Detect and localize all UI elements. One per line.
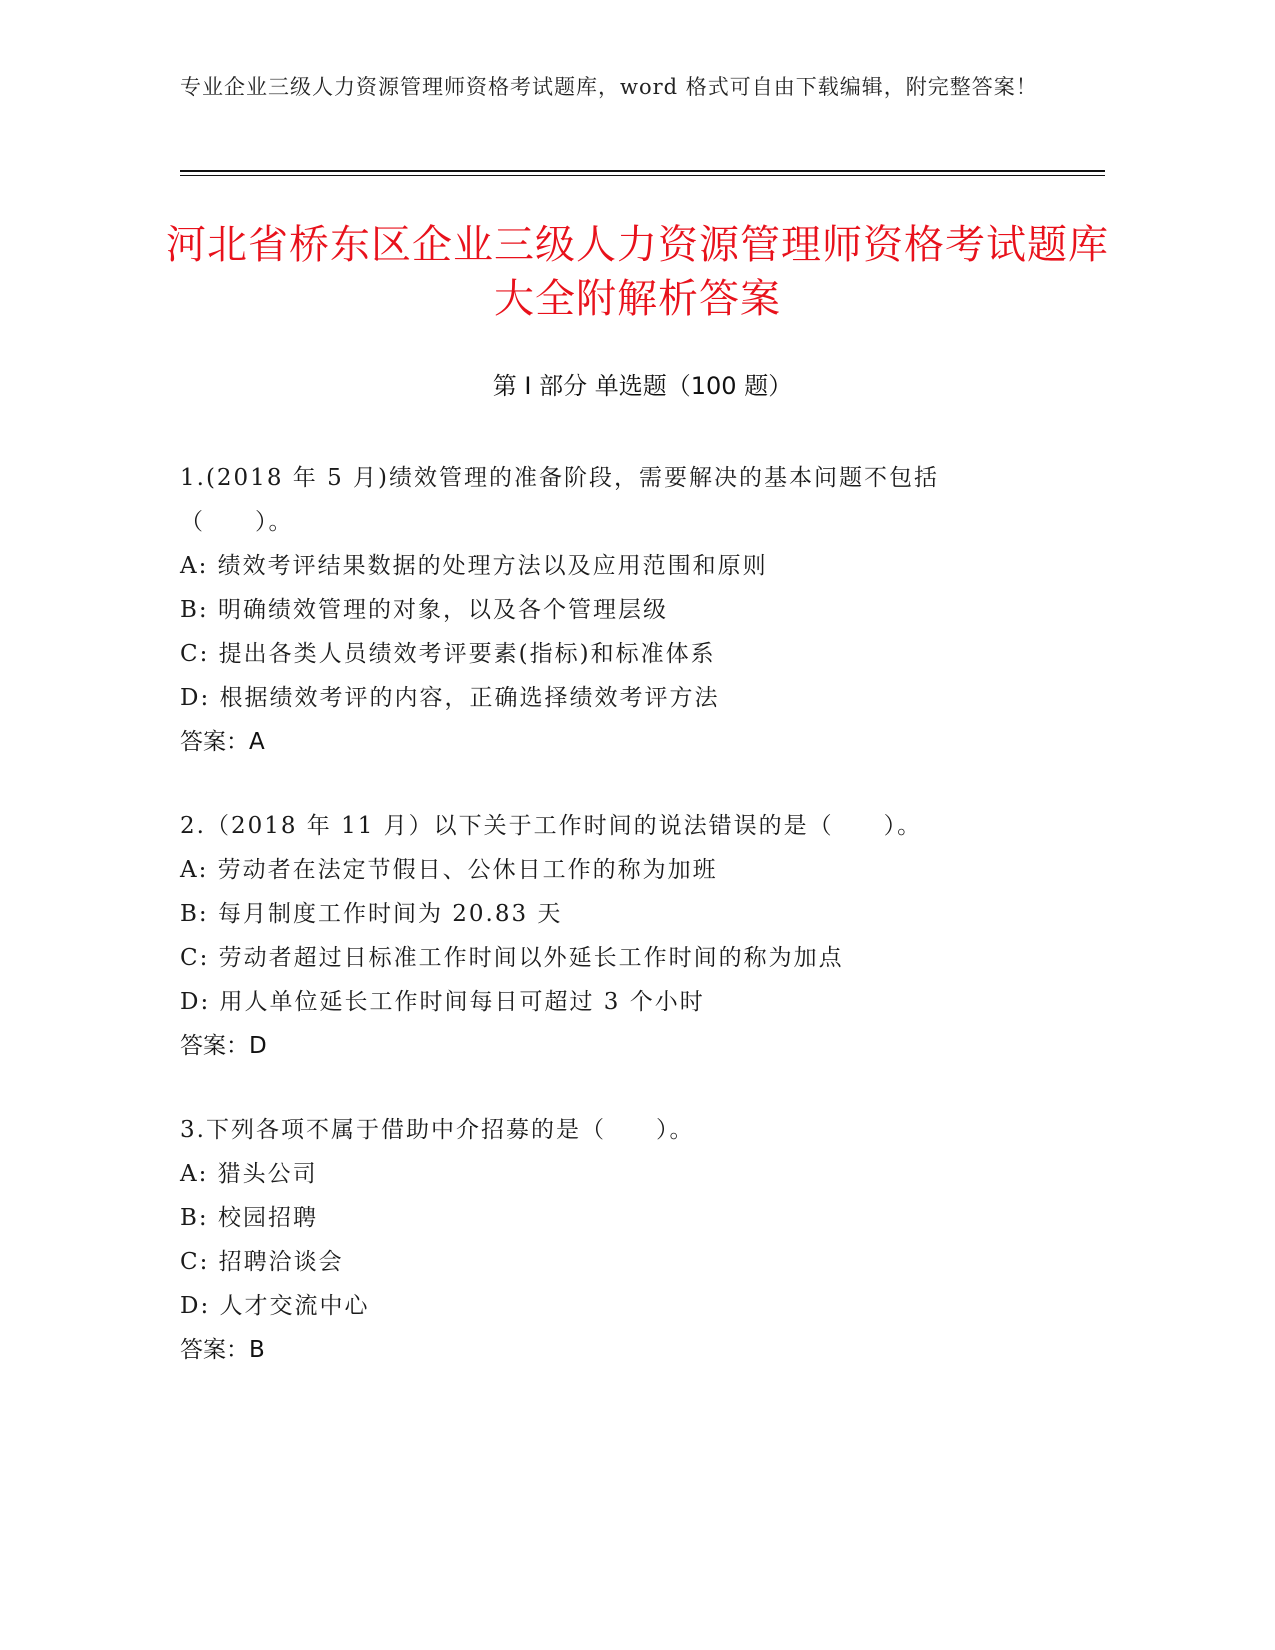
section-heading: 第 I 部分 单选题（100 题） (492, 372, 793, 400)
option-a: A: 劳动者在法定节假日、公休日工作的称为加班 (180, 857, 718, 883)
question-list (180, 456, 1040, 1412)
question-stem: 3.下列各项不属于借助中介招募的是（ ）。 (180, 1117, 695, 1143)
option-b: B: 校园招聘 (180, 1205, 318, 1231)
answer: 答案：A (180, 729, 265, 755)
document-title: 河北省桥东区企业三级人力资源管理师资格考试题库大全附解析答案 (166, 222, 1109, 322)
option-c: C: 提出各类人员绩效考评要素(指标)和标准体系 (180, 641, 716, 667)
header-note: 专业企业三级人力资源管理师资格考试题库，word 格式可自由下载编辑，附完整答案！ (180, 75, 1038, 99)
option-c: C: 劳动者超过日标准工作时间以外延长工作时间的称为加点 (180, 945, 844, 971)
option-c: C: 招聘洽谈会 (180, 1249, 344, 1275)
question-3 (180, 1108, 1040, 1372)
option-a: A: 绩效考评结果数据的处理方法以及应用范围和原则 (180, 553, 768, 579)
option-d: D: 用人单位延长工作时间每日可超过 3 个小时 (180, 989, 705, 1015)
answer: 答案：D (180, 1033, 267, 1059)
option-b: B: 每月制度工作时间为 20.83 天 (180, 901, 563, 927)
question-1 (180, 456, 1040, 764)
question-stem: 1.(2018 年 5 月)绩效管理的准备阶段，需要解决的基本问题不包括（ ）。 (180, 465, 939, 535)
header-divider-thick (180, 170, 1105, 172)
question-stem: 2.（2018 年 11 月）以下关于工作时间的说法错误的是（ ）。 (180, 813, 923, 839)
answer: 答案：B (180, 1337, 265, 1363)
question-2 (180, 804, 1040, 1068)
option-d: D: 根据绩效考评的内容，正确选择绩效考评方法 (180, 685, 720, 711)
option-d: D: 人才交流中心 (180, 1293, 370, 1319)
option-b: B: 明确绩效管理的对象，以及各个管理层级 (180, 597, 668, 623)
header-divider-thin (180, 175, 1105, 176)
option-a: A: 猎头公司 (180, 1161, 318, 1187)
